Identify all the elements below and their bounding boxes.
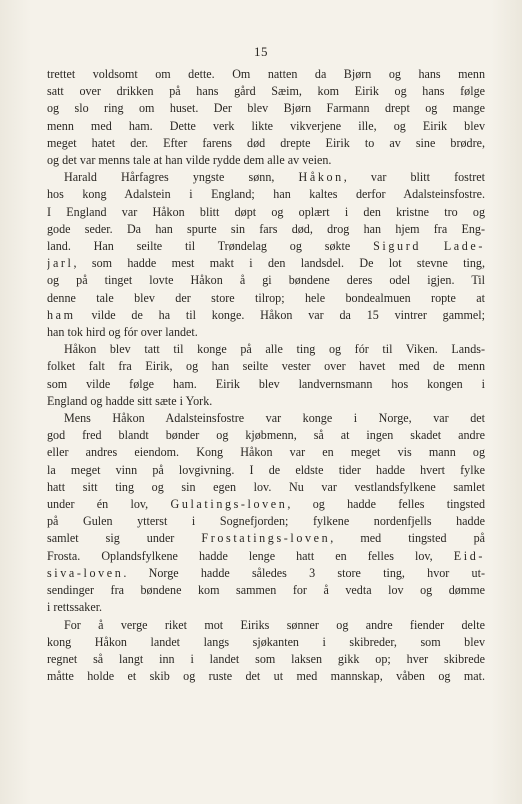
text-line: Frosta. Oplandsfylkene hadde lenge hatt en felles lov, Eid- bbox=[47, 548, 485, 563]
text-line: og på tinget lovte Håkon å gi bøndene deres odel igjen. Til bbox=[47, 273, 485, 288]
text-line: han tok hird og fór over landet. bbox=[47, 325, 198, 340]
page-number: 15 bbox=[254, 44, 268, 59]
text-line: samlet sig under Frostatings-loven, med tingsted på bbox=[47, 531, 485, 546]
text-line: Håkon blev tatt til konge på alle ting og fór til Viken. Lands- bbox=[64, 342, 485, 357]
text-line: og det var menns tale at han vilde rydde dem alle av veien. bbox=[47, 153, 332, 168]
body-text bbox=[47, 66, 485, 685]
text-line: la meget vinn på lovgivning. I de eldste tider hadde hvert fylke bbox=[47, 462, 485, 477]
text-line: folket falt fra Eirik, og han seilte vester over havet med de menn bbox=[47, 359, 485, 374]
text-line: måtte holde et skib og ruste det ut med mannskap, våben og mat. bbox=[47, 669, 485, 684]
text-line: kong Håkon landet langs sjøkanten i skibreder, som blev bbox=[47, 634, 485, 649]
text-line: land. Han seilte til Trøndelag og søkte Sigurd Lade- bbox=[47, 239, 485, 254]
text-line: som vilde følge ham. Eirik blev landvernsmann hos kongen i bbox=[47, 376, 485, 391]
text-line: hos kong Adalstein i England; han kaltes derfor Adalsteinsfostre. bbox=[47, 187, 485, 202]
text-line: god fred blandt bønder og kjøbmenn, så at ingen skadet andre bbox=[47, 428, 485, 443]
text-line: gode seder. Da han spurte sin fars død, drog han hjem fra Eng- bbox=[47, 221, 485, 236]
text-line: trettet voldsomt om dette. Om natten da Bjørn og hans menn bbox=[47, 67, 485, 81]
text-line: i rettssaker. bbox=[47, 600, 103, 615]
text-line: siva-loven. Norge hadde således 3 store ting, hvor ut- bbox=[47, 565, 485, 580]
text-line: eller andres eiendom. Kong Håkon var en meget vis mann og bbox=[47, 445, 485, 460]
text-line: satt over drikken på hans gård Sæim, kom Eirik og hans følge bbox=[47, 84, 485, 99]
text-line: jarl, som hadde mest makt i den landsdel. De lot stevne ting, bbox=[47, 256, 485, 271]
text-line: under én lov, Gulatings-loven, og hadde felles tingsted bbox=[47, 497, 485, 512]
text-line: sendinger fra bøndene kom sammen for å vedta lov og dømme bbox=[47, 583, 485, 598]
text-line: England og hadde sitt sæte i York. bbox=[47, 393, 213, 408]
text-line: og slo ring om huset. Der blev Bjørn Farmann drept og mange bbox=[47, 101, 485, 116]
text-line: I England var Håkon blitt døpt og oplært i den kristne tro og bbox=[47, 204, 485, 219]
text-line: For å verge riket mot Eiriks sønner og andre fiender delte bbox=[64, 617, 485, 632]
text-line: hatt sitt ting og sin egen lov. Nu var vestlandsfylkene samlet bbox=[47, 479, 485, 494]
text-line: Mens Håkon Adalsteinsfostre var konge i Norge, var det bbox=[64, 411, 485, 426]
text-line: meget hatet der. Efter farens død drepte Eirik to av sine brødre, bbox=[47, 135, 485, 150]
text-line: regnet så langt inn i landet som laksen gikk op; hver skibrede bbox=[47, 651, 485, 666]
text-line: ham vilde de ha til konge. Håkon var da 15 vintrer gammel; bbox=[47, 307, 485, 322]
text-line: Harald Hårfagres yngste sønn, Håkon, var blitt fostret bbox=[64, 170, 485, 185]
text-line: på Gulen ytterst i Sognefjorden; fylkene nordenfjells hadde bbox=[47, 514, 485, 529]
text-line: menn med ham. Dette verk likte vikverjene ille, og Eirik blev bbox=[47, 118, 485, 133]
text-line: denne tale blev der store tilrop; hele bondealmuen ropte at bbox=[47, 290, 485, 305]
